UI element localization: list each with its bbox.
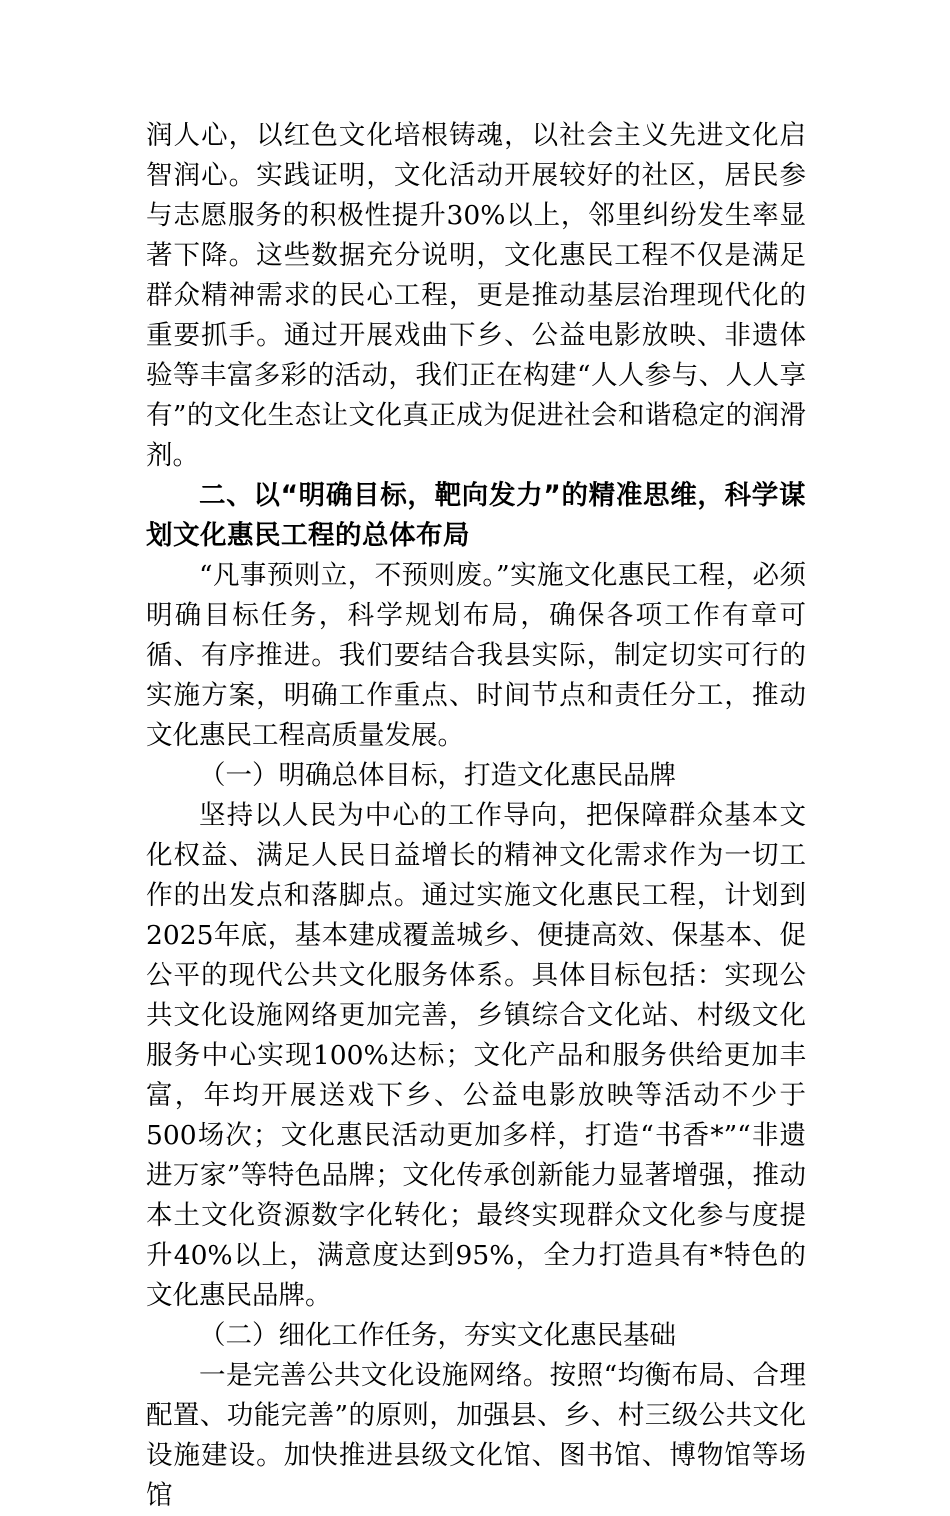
body-paragraph: 坚持以人民为中心的工作导向，把保障群众基本文化权益、满足人民日益增长的精神文化需求作为一切工作的出发点和落脚点。通过实施文化惠民工程，计划到2025年底，基本建成覆盖城乡、便捷高效、保基本、促公平的现代公共文化服务体系。具体目标包括：实现公共文化设施网络更加完善，乡镇综合文化站、村级文化服务中心实现100%达标；文化产品和服务供给更加丰富，年均开展送戏下乡、公益电影放映等活动不少于500场次；文化惠民活动更加多样，打造“书香*”“非遗进万家”等特色品牌；文化传承创新能力显著增强，推动本土文化资源数字化转化；最终实现群众文化参与度提升40%以上，满意度达到95%，全力打造具有*特色的文化惠民品牌。 [146, 800, 806, 1311]
subsection-heading-1: （一）明确总体目标，打造文化惠民品牌 [199, 760, 676, 791]
document-page [146, 116, 806, 1516]
body-paragraph: 一是完善公共文化设施网络。按照“均衡布局、合理配置、功能完善”的原则，加强县、乡、村三级公共文化设施建设。加快推进县级文化馆、图书馆、博物馆等场馆 [146, 1360, 806, 1511]
body-paragraph: “凡事预则立，不预则废。”实施文化惠民工程，必须明确目标任务，科学规划布局，确保各项工作有章可循、有序推进。我们要结合我县实际，制定切实可行的实施方案，明确工作重点、时间节点和责任分工，推动文化惠民工程高质量发展。 [146, 560, 806, 751]
body-paragraph-continued: 润人心，以红色文化培根铸魂，以社会主义先进文化启智润心。实践证明，文化活动开展较好的社区，居民参与志愿服务的积极性提升30%以上，邻里纠纷发生率显著下降。这些数据充分说明，文化惠民工程不仅是满足群众精神需求的民心工程，更是推动基层治理现代化的重要抓手。通过开展戏曲下乡、公益电影放映、非遗体验等丰富多彩的活动，我们正在构建“人人参与、人人享有”的文化生态让文化真正成为促进社会和谐稳定的润滑剂。 [146, 120, 806, 471]
subsection-heading-2: （二）细化工作任务，夯实文化惠民基础 [199, 1320, 676, 1351]
section-heading-2: 二、以“明确目标，靶向发力”的精准思维，科学谋划文化惠民工程的总体布局 [146, 480, 806, 551]
